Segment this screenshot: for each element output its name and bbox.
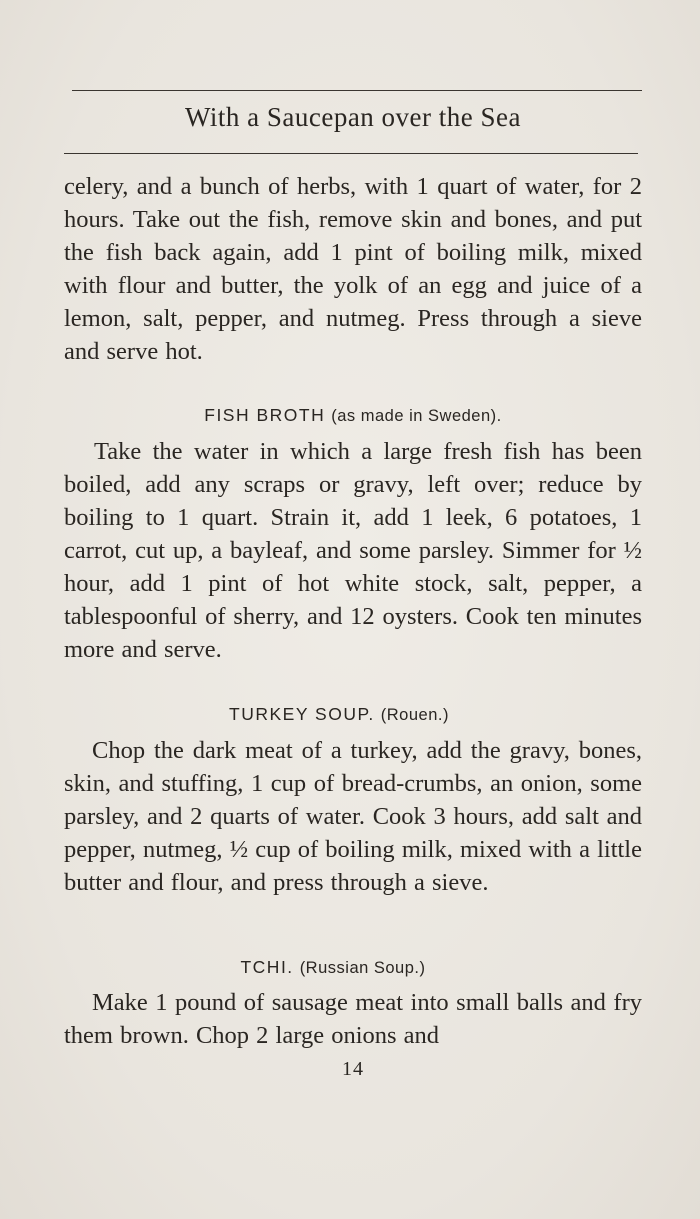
recipe-note: (Rouen.) [380, 706, 449, 724]
recipe-note: (as made in Sweden). [331, 407, 502, 425]
recipe-heading-fish-broth [64, 405, 642, 426]
paragraph-turkey-soup: Chop the dark meat of a turkey, add the gravy, bones, skin, and stuffing, 1 cup of bread-crumbs, an onion, some parsley, and 2 quarts of water. Cook 3 hours, add salt and pepper, nutmeg, ½ cup of boiling milk, mixed with a little butter and flour, and press through a sieve. [64, 737, 642, 896]
paragraph-fish-broth: Take the water in which a large fresh fish has been boiled, add any scraps or gravy, left over; reduce by boiling to 1 quart. Strain it, add 1 leek, 6 potatoes, 1 carrot, cut up, a bayleaf, and some parsley. Simmer for ½ hour, add 1 pint of hot white stock, salt, pepper, a tablespoonful of sherry, and 12 oysters. Cook ten minutes more and serve. [64, 438, 642, 663]
paragraph-tchi: Make 1 pound of sausage meat into small balls and fry them brown. Chop 2 large onions and [64, 989, 642, 1049]
header-rule-top [72, 90, 642, 91]
recipe-heading-turkey-soup [50, 704, 628, 725]
running-head: With a Saucepan over the Sea [184, 102, 522, 132]
paragraph-continuation: celery, and a bunch of herbs, with 1 quart of water, for 2 hours. Take out the fish, remove skin and bones, and put the fish back again, add 1 pint of boiling milk, mixed with flour and butter, the yolk of an egg and juice of a lemon, salt, pepper, and nutmeg. Press through a sieve and serve hot. [64, 173, 642, 365]
recipe-note: (Russian Soup.) [299, 959, 426, 977]
recipe-heading-tchi [44, 957, 622, 978]
recipe-title: TCHI. [240, 957, 294, 977]
recipe-title: TURKEY SOUP. [229, 704, 375, 724]
recipe-title: FISH BROTH [204, 405, 326, 425]
page-number: 14 [342, 1058, 364, 1080]
header-rule-bottom [64, 153, 638, 154]
